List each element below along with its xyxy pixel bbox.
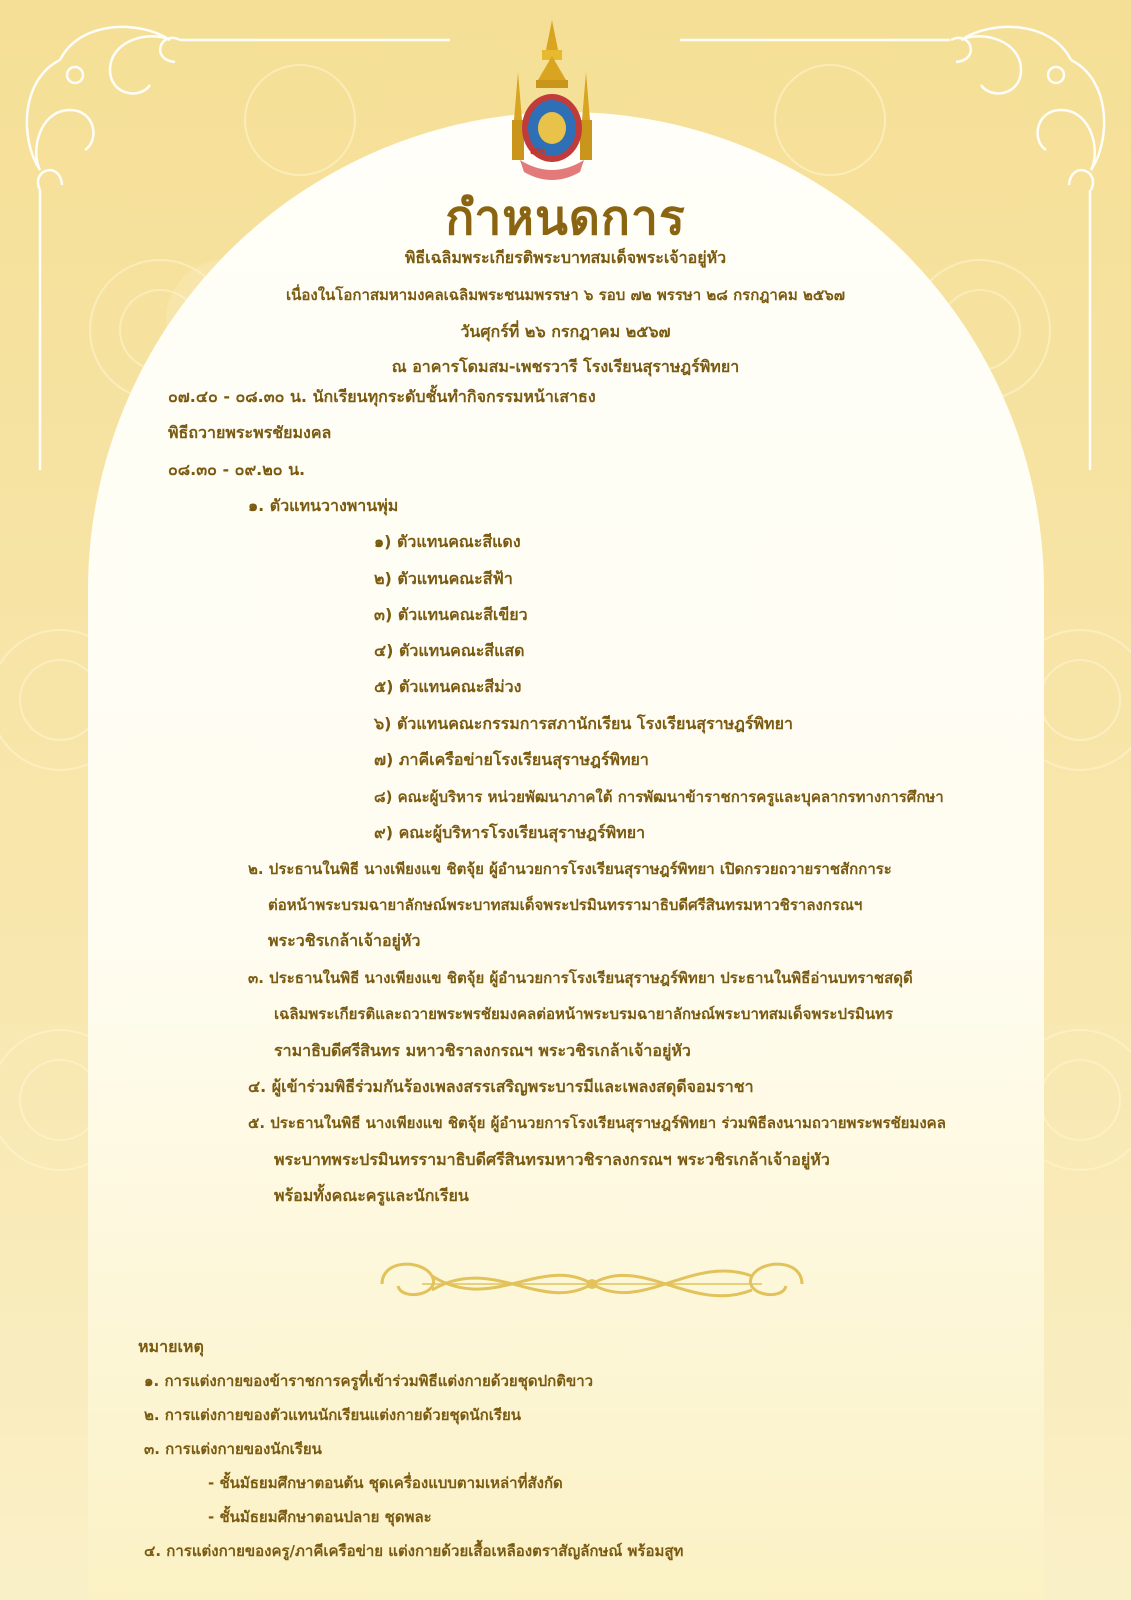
schedule-item-2-line-2: ต่อหน้าพระบรมฉายาลักษณ์พระบาทสมเด็จพระปรมินทรรามาธิบดีศรีสินทรมหาวชิราลงกรณฯ	[268, 896, 863, 914]
royal-emblem-icon	[502, 20, 602, 182]
representative-item: ๖) ตัวแทนคณะกรรมการสภานักเรียน โรงเรียนสุราษฎร์พิทยา	[374, 714, 793, 733]
occasion-line: เนื่องในโอกาสมหามงคลเฉลิมพระชนมพรรษา ๖ รอบ ๗๒ พรรษา ๒๘ กรกฎาคม ๒๕๖๗	[286, 286, 845, 304]
schedule-item-2-line-3: พระวชิรเกล้าเจ้าอยู่หัว	[268, 931, 421, 950]
representative-item: ๙) คณะผู้บริหารโรงเรียนสุราษฎร์พิทยา	[374, 823, 646, 842]
ceremony-subtitle: พิธีเฉลิมพระเกียรติพระบาทสมเด็จพระเจ้าอยู่หัว	[404, 248, 727, 267]
schedule-item-2-line-1: ๒. ประธานในพิธี นางเพียงแข ชิตจุ้ย ผู้อำนวยการโรงเรียนสุราษฎร์พิทยา เปิดกรวยถวายราชสักการะ	[248, 860, 892, 878]
flourish-divider-icon	[362, 1254, 822, 1312]
representative-item: ๓) ตัวแทนคณะสีเขียว	[374, 605, 528, 624]
schedule-item-5-line-3: พร้อมทั้งคณะครูและนักเรียน	[274, 1186, 469, 1205]
representative-item: ๘) คณะผู้บริหาร หน่วยพัฒนาภาคใต้ การพัฒนาข้าราชการครูและบุคลากรทางการศึกษา	[374, 788, 944, 806]
note-subitem: - ชั้นมัธยมศึกษาตอนปลาย ชุดพละ	[208, 1508, 432, 1526]
schedule-item-5-line-1: ๕. ประธานในพิธี นางเพียงแข ชิตจุ้ย ผู้อำนวยการโรงเรียนสุราษฎร์พิทยา ร่วมพิธีลงนามถวายพระพรชัยมงคล	[248, 1114, 946, 1132]
schedule-item-3-line-2: เฉลิมพระเกียรติและถวายพระพรชัยมงคลต่อหน้าพระบรมฉายาลักษณ์พระบาทสมเด็จพระปรมินทร	[274, 1005, 894, 1023]
representative-item: ๗) ภาคีเครือข่ายโรงเรียนสุราษฎร์พิทยา	[374, 750, 649, 769]
emblem-number: ๗๒	[530, 144, 546, 157]
note-item: ๑. การแต่งกายของข้าราชการครูที่เข้าร่วมพิธีแต่งกายด้วยชุดปกติขาว	[144, 1372, 594, 1390]
representative-item: ๒) ตัวแทนคณะสีฟ้า	[374, 569, 513, 588]
schedule-item-4: ๔. ผู้เข้าร่วมพิธีร่วมกันร้องเพลงสรรเสริญพระบารมีและเพลงสดุดีจอมราชา	[248, 1077, 754, 1096]
ceremony-heading: พิธีถวายพระพรชัยมงคล	[168, 423, 332, 442]
page-title: กำหนดการ	[445, 190, 686, 246]
date-line: วันศุกร์ที่ ๒๖ กรกฎาคม ๒๕๖๗	[460, 322, 671, 341]
schedule-item-1: ๑. ตัวแทนวางพานพุ่ม	[248, 496, 399, 515]
representative-item: ๑) ตัวแทนคณะสีแดง	[374, 532, 521, 551]
representative-item: ๔) ตัวแทนคณะสีแสด	[374, 641, 525, 660]
venue-line: ณ อาคารโดมสม-เพชรวารี โรงเรียนสุราษฎร์พิทยา	[391, 357, 740, 376]
note-item: ๔. การแต่งกายของครู/ภาคีเครือข่าย แต่งกายด้วยเสื้อเหลืองตราสัญลักษณ์ พร้อมสูท	[144, 1542, 684, 1560]
schedule-item-5-line-2: พระบาทพระปรมินทรรามาธิบดีศรีสินทรมหาวชิราลงกรณฯ พระวชิรเกล้าเจ้าอยู่หัว	[274, 1150, 830, 1169]
schedule-slot-2: ๐๘.๓๐ - ๐๙.๒๐ น.	[168, 460, 306, 479]
schedule-item-3-line-1: ๓. ประธานในพิธี นางเพียงแข ชิตจุ้ย ผู้อำนวยการโรงเรียนสุราษฎร์พิทยา ประธานในพิธีอ่านบทราชสดุดี	[248, 969, 913, 987]
note-subitem: - ชั้นมัธยมศึกษาตอนต้น ชุดเครื่องแบบตามเหล่าที่สังกัด	[208, 1474, 563, 1492]
note-item: ๓. การแต่งกายของนักเรียน	[144, 1440, 322, 1458]
representative-item: ๕) ตัวแทนคณะสีม่วง	[374, 677, 522, 696]
schedule-item-3-line-3: รามาธิบดีศรีสินทร มหาวชิราลงกรณฯ พระวชิรเกล้าเจ้าอยู่หัว	[274, 1041, 691, 1060]
schedule-slot-1: ๐๗.๔๐ - ๐๘.๓๐ น. นักเรียนทุกระดับชั้นทำกิจกรรมหน้าเสาธง	[168, 387, 596, 406]
note-item: ๒. การแต่งกายของตัวแทนนักเรียนแต่งกายด้วยชุดนักเรียน	[144, 1406, 521, 1424]
notes-title: หมายเหตุ	[138, 1337, 204, 1356]
